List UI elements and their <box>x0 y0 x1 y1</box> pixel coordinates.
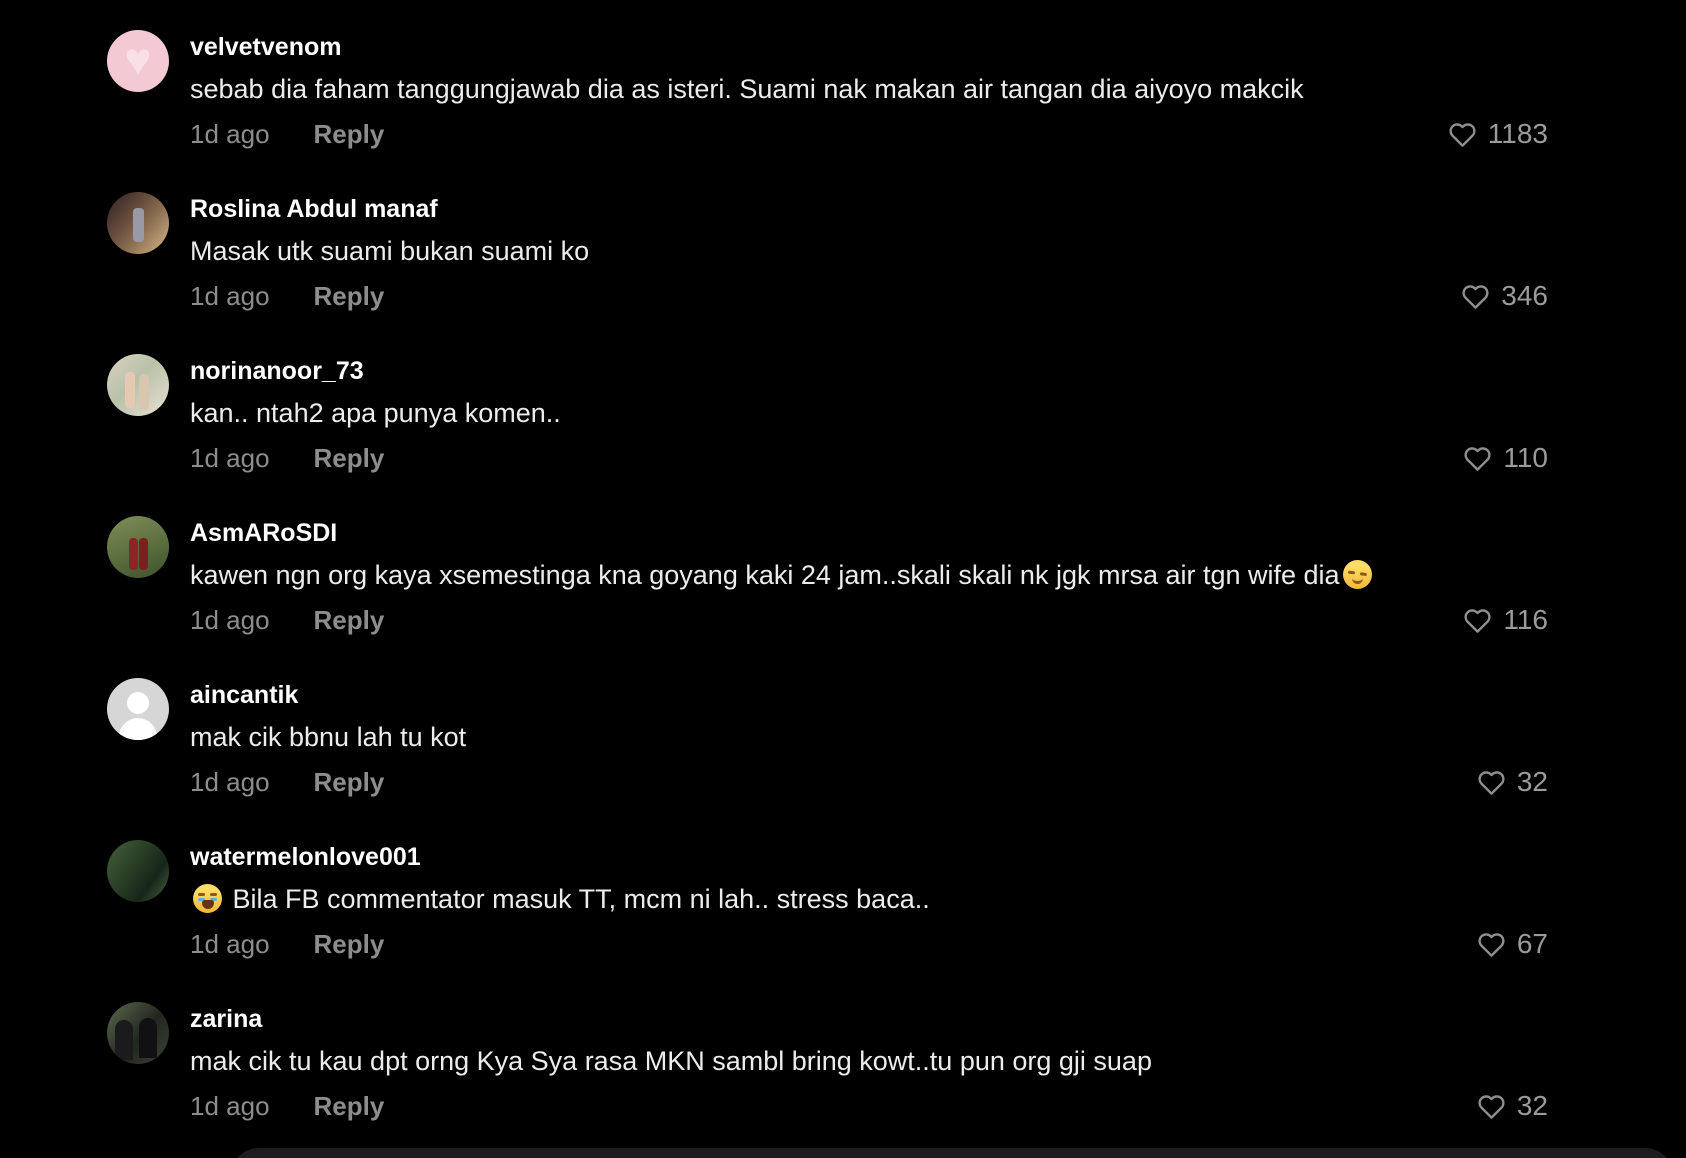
comment-timestamp: 1d ago <box>190 281 270 311</box>
like-button[interactable] <box>1475 927 1548 961</box>
comment-timestamp: 1d ago <box>190 443 270 473</box>
comment-meta-row <box>190 441 1548 475</box>
avatar-photo-hijab[interactable] <box>107 1002 169 1064</box>
comment-username[interactable]: zarina <box>190 1005 263 1033</box>
reply-button[interactable]: Reply <box>313 443 385 473</box>
comment-text: Masak utk suami bukan suami ko <box>190 236 590 266</box>
heart-icon <box>1475 766 1508 799</box>
comment-meta-row <box>190 117 1548 151</box>
comment-timestamp: 1d ago <box>190 767 270 797</box>
comment-timestamp: 1d ago <box>190 929 270 959</box>
comment-text: sebab dia faham tanggungjawab dia as isteri. Suami nak makan air tangan dia aiyoyo makcik <box>190 74 1304 104</box>
reply-button[interactable]: Reply <box>313 605 385 635</box>
relieved-face-emoji <box>1343 560 1372 589</box>
comment-username[interactable]: norinanoor_73 <box>190 357 364 385</box>
avatar-pink-heart[interactable] <box>107 30 169 92</box>
comment-item <box>107 354 1548 475</box>
like-button[interactable] <box>1461 603 1548 637</box>
comment-body <box>190 354 1548 475</box>
like-button[interactable] <box>1446 117 1548 151</box>
avatar-photo-field[interactable] <box>107 516 169 578</box>
avatar-default[interactable] <box>107 678 169 740</box>
heart-icon <box>1459 280 1492 313</box>
comment-item <box>107 516 1548 637</box>
comment-item <box>107 1002 1548 1123</box>
like-count: 32 <box>1516 1090 1548 1121</box>
heart-icon <box>1475 928 1508 961</box>
reply-button[interactable]: Reply <box>313 281 385 311</box>
heart-icon <box>1461 604 1494 637</box>
comment-timestamp: 1d ago <box>190 119 270 149</box>
comment-item <box>107 840 1548 961</box>
reply-button[interactable]: Reply <box>313 1091 385 1121</box>
like-count: 346 <box>1501 280 1548 311</box>
comment-meta-row <box>190 279 1548 313</box>
avatar-photo-room[interactable] <box>107 192 169 254</box>
comment-timestamp: 1d ago <box>190 605 270 635</box>
comment-timestamp: 1d ago <box>190 1091 270 1121</box>
reply-button[interactable]: Reply <box>313 119 385 149</box>
comment-body <box>190 840 1548 961</box>
like-button[interactable] <box>1475 765 1548 799</box>
comment-meta-row <box>190 765 1548 799</box>
comment-text: mak cik bbnu lah tu kot <box>190 722 467 752</box>
comment-username[interactable]: Roslina Abdul manaf <box>190 195 438 223</box>
heart-icon <box>1446 118 1479 151</box>
comment-meta-row <box>190 927 1548 961</box>
reply-button[interactable]: Reply <box>313 929 385 959</box>
comment-body <box>190 516 1548 637</box>
comment-item <box>107 192 1548 313</box>
comment-username[interactable]: aincantik <box>190 681 299 709</box>
avatar-photo-wedding[interactable] <box>107 354 169 416</box>
like-count: 32 <box>1516 766 1548 797</box>
comment-input-bar[interactable] <box>230 1148 1674 1158</box>
comment-body <box>190 192 1548 313</box>
comment-username[interactable]: AsmARoSDI <box>190 519 338 547</box>
like-count: 116 <box>1503 604 1548 635</box>
crying-face-emoji <box>193 884 222 913</box>
comment-item <box>107 30 1548 151</box>
comment-text: kan.. ntah2 apa punya komen.. <box>190 398 561 428</box>
like-button[interactable] <box>1461 441 1548 475</box>
comment-text: kawen ngn org kaya xsemestinga kna goyang kaki 24 jam..skali skali nk jgk mrsa air tgn wife dia <box>190 555 1548 595</box>
comment-meta-row <box>190 1089 1548 1123</box>
comment-text: Bila FB commentator masuk TT, mcm ni lah.. stress baca.. <box>190 879 1548 919</box>
comment-item <box>107 678 1548 799</box>
comment-meta-row <box>190 603 1548 637</box>
avatar-photo-forest[interactable] <box>107 840 169 902</box>
like-count: 1183 <box>1487 118 1548 149</box>
heart-icon <box>1461 442 1494 475</box>
like-count: 110 <box>1503 442 1548 473</box>
like-button[interactable] <box>1475 1089 1548 1123</box>
comment-body <box>190 678 1548 799</box>
like-button[interactable] <box>1459 279 1548 313</box>
heart-icon <box>1475 1090 1508 1123</box>
like-count: 67 <box>1516 928 1548 959</box>
comment-text: mak cik tu kau dpt orng Kya Sya rasa MKN sambl bring kowt..tu pun org gji suap <box>190 1046 1152 1076</box>
comment-username[interactable]: watermelonlove001 <box>190 843 421 871</box>
comment-body <box>190 1002 1548 1123</box>
comment-body <box>190 30 1548 151</box>
reply-button[interactable]: Reply <box>313 767 385 797</box>
comment-username[interactable]: velvetvenom <box>190 33 342 61</box>
